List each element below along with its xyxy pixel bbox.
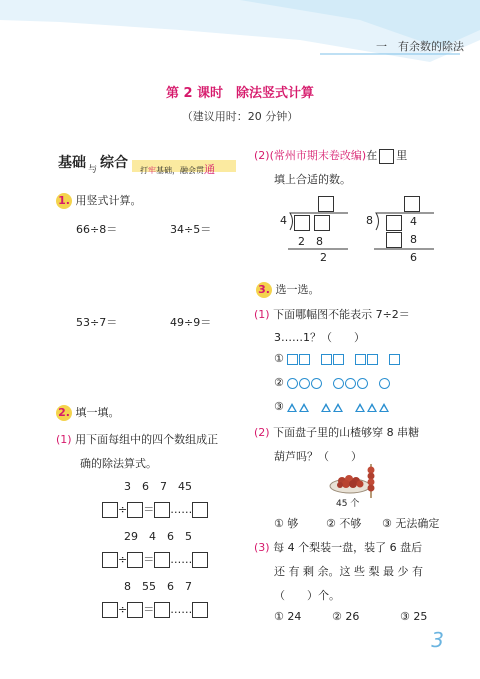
time-note: （建议用时：20 分钟） (181, 110, 299, 123)
answer-box[interactable] (154, 502, 170, 518)
divisor: 8 (366, 214, 373, 227)
answer-box[interactable] (154, 602, 170, 618)
answer-box[interactable] (102, 602, 118, 618)
q2-heading (56, 404, 120, 421)
banner-slogan: 打牢基础，融会贯通 (140, 163, 215, 176)
q1-item: 53÷7＝ (76, 316, 118, 329)
equation-blanks: ÷ ＝ …… (102, 551, 208, 568)
number-group: 3 6 7 45 (124, 480, 192, 493)
q3-p3-line3: （ ）个。 (274, 589, 340, 602)
answer-box[interactable] (386, 232, 402, 248)
remainder: 6 (410, 251, 417, 264)
q3-p2-line1: (2) 下面盘子里的山楂够穿 8 串糖 (254, 426, 420, 439)
q1-title: 用竖式计算。 (75, 194, 142, 207)
choice-row-2[interactable]: ② (274, 376, 401, 389)
plate-count-label: 45 个 (336, 499, 360, 509)
subtrahend: 8 (410, 233, 417, 246)
choice-row-1[interactable]: ① (274, 352, 411, 365)
long-division-1 (280, 196, 350, 266)
answer-box[interactable] (294, 215, 310, 231)
answer-box[interactable] (127, 552, 143, 568)
q1-item: 34÷5＝ (170, 223, 212, 236)
q2-p1-line2: 确的除法算式。 (80, 457, 157, 470)
choice-option[interactable]: ③ 无法确定 (382, 517, 440, 530)
subtrahend: 2 8 (298, 235, 323, 248)
q1-heading (56, 192, 142, 209)
banner-title-b: 综合 (100, 155, 128, 171)
answer-box[interactable] (192, 602, 208, 618)
answer-box[interactable] (127, 602, 143, 618)
q2-p2-line2: 填上合适的数。 (274, 173, 351, 186)
q3-p3-line1: (3) 每 4 个梨装一盘，装了 6 盘后 (254, 541, 423, 554)
number-group: 29 4 6 5 (124, 530, 192, 543)
q3-p2-line2: 葫芦吗？（ ） (274, 450, 362, 463)
remainder: 2 (320, 251, 327, 264)
choice-option[interactable]: ② 26 (332, 610, 360, 623)
equation-blanks: ÷ ＝ …… (102, 601, 208, 618)
q3-number: 3. (256, 282, 272, 298)
lesson-title: 第 2 课时 除法竖式计算 (165, 86, 315, 101)
q2-title: 填一填。 (75, 406, 120, 419)
answer-box[interactable] (386, 215, 402, 231)
answer-box[interactable] (192, 552, 208, 568)
number-group: 8 55 6 7 (124, 580, 192, 593)
q2-number: 2. (56, 405, 72, 421)
long-division-2 (366, 196, 436, 266)
choice-option[interactable]: ③ 25 (400, 610, 428, 623)
q3-p1-line2: 3……1？（ ） (274, 331, 365, 344)
answer-box[interactable] (102, 502, 118, 518)
candied-hawthorn-skewer-icon (366, 464, 376, 498)
q2-p2-line1: (2)(常州市期末卷改编)在 里 (254, 149, 408, 162)
choice-row-3[interactable]: ③ (274, 400, 401, 413)
q1-item: 66÷8＝ (76, 223, 118, 236)
choice-option[interactable]: ② 不够 (326, 517, 362, 530)
answer-box[interactable] (102, 552, 118, 568)
banner-title-mid: 与 (88, 165, 98, 175)
choice-option[interactable]: ① 够 (274, 517, 299, 530)
q1-item: 49÷9＝ (170, 316, 212, 329)
answer-box[interactable] (404, 196, 420, 212)
q2-p1-line1: (1) 用下面每组中的四个数组成正 (56, 433, 219, 446)
banner-title-a: 基础 (58, 155, 86, 171)
q1-number: 1. (56, 193, 72, 209)
dividend-digit: 4 (410, 215, 417, 228)
q3-p1-line1: (1) 下面哪幅图不能表示 7÷2＝ (254, 308, 410, 321)
equation-blanks: ÷ ＝ …… (102, 501, 208, 518)
answer-box[interactable] (154, 552, 170, 568)
answer-box[interactable] (192, 502, 208, 518)
divisor: 4 (280, 214, 287, 227)
choice-option[interactable]: ① 24 (274, 610, 302, 623)
answer-box[interactable] (318, 196, 334, 212)
q3-heading (256, 281, 320, 298)
q3-title: 选一选。 (275, 283, 320, 296)
section-banner (52, 150, 238, 178)
answer-box[interactable] (314, 215, 330, 231)
answer-box[interactable] (127, 502, 143, 518)
q3-p3-line2: 还 有 剩 余。这 些 梨 最 少 有 (274, 565, 423, 578)
chapter-title: 一 有余数的除法 (376, 40, 464, 53)
answer-box[interactable] (379, 149, 394, 164)
page-number: 3 (431, 628, 444, 652)
